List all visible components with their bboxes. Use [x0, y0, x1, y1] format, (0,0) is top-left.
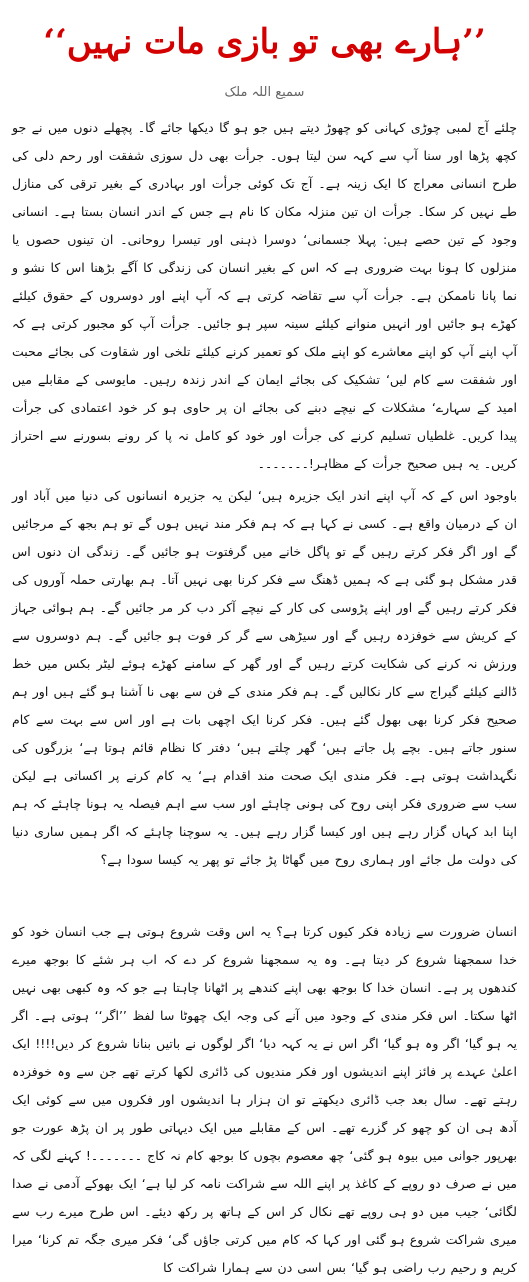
- author-byline: سمیع اللہ ملک: [224, 85, 305, 100]
- article-body: [12, 114, 518, 1275]
- article-paragraph: باوجود اس کے کہ آپ اپنے اندر ایک جزیرہ ہیں‘ لیکن یہ جزیرہ انسانوں کی دنیا میں آباد اور ان کے درمیان واقع ہے۔ کسی نے کہا ہے کہ ہم فکر مند نہیں ہوں گے تو ہم بجھ کے مرجائیں گے اور اگر فکر کرتے رہیں گے تو پاگل خانے میں گرفتوت ہو جائیں گے۔ زندگی ان دنوں اس قدر مشکل ہو گئی ہے کہ ہمیں ڈھنگ سے فکر کرنا بھی نہیں آتا۔ ہم بھارتی حملہ آوروں کی فکر کرتے رہیں گے اور اپنے پڑوسی کی کار کے نیچے آکر دب کر مر جائیں گے۔ ہم ہوائی جہاز کے کریش سے خوفزدہ رہیں گے اور سیڑھی سے گر کر فوت ہو جائیں گے۔ ہم دوسروں سے ورزش نہ کرنے کی شکایت کرتے رہیں گے اور گھر کے سامنے کھڑے ہوئے لیٹر بکس میں خط ڈالنے کیلئے گیراج سے کار نکالیں گے۔ ہم فکر مندی کے فن سے بھی نا آشنا ہو گئے ہیں اور ہم صحیح فکر کرنا بھی بھول گئے ہیں۔ فکر کرنا ایک اچھی بات ہے اور اس سے بہت سے کام سنور جاتے ہیں۔ بچے پل جاتے ہیں‘ گھر چلتے ہیں‘ دفتر کا نظام قائم ہوتا ہے‘ بزرگوں کی نگہداشت ہوتی ہے۔ فکر مندی ایک صحت مند اقدام ہے‘ یہ کام کرنے پر اکساتی ہے لیکن سب سے ضروری فکر اپنی روح کی ہونی چاہئے اور سب سے اہم فیصلہ یہ ہونا چاہئے کہ ہم اپنا ابد کہاں گزار رہے ہیں اور کیسا گزار رہے ہیں۔ یہ سوچنا چاہئے کہ اگر ہمیں ساری دنیا کی دولت مل جائے اور ہماری روح میں گھاٹا پڑ جائے تو پھر یہ کیسا سودا ہے؟: [12, 488, 518, 867]
- article-paragraph: چلئے آج لمبی چوڑی کہانی کو چھوڑ دیتے ہیں جو ہو گا دیکھا جائے گا۔ پچھلے دنوں میں نے جو کچھ پڑھا اور سنا آپ سے کہہ سن لیتا ہوں۔ جرأت بھی دل سوزی شفقت اور رحم دلی کی طرح انسانی معراج کا ایک زینہ ہے۔ آج تک کوئی جرأت اور بہادری کے بغیر ترقی کی منازل طے نہیں کر سکا۔ جرأت ان تین منزلہ مکان کا نام ہے جس کے اندر انسان بستا ہے۔ انسانی وجود کے تین حصے ہیں: پہلا جسمانی‘ دوسرا ذہنی اور تیسرا روحانی۔ ان تینوں حصوں یا منزلوں کا ہونا بہت ضروری ہے کہ اس کے بغیر انسان کی زندگی کا آگے بڑھنا اس کا نشو و نما پانا ناممکن ہے۔ جرأت آپ سے تقاضہ کرتی ہے کہ آپ اپنے اور دوسروں کے حقوق کیلئے کھڑے ہو جائیں اور انہیں منوانے کیلئے سینہ سپر ہو جائیں۔ جرأت آپ کو مجبور کرتی ہے کہ آپ اپنے آپ کو اپنے معاشرے کو اپنے ملک کو تعمیر کرنے کیلئے تلخی اور شقاوت کی بجائے محبت اور شفقت سے کام لیں‘ تشکیک کی بجائے ایمان کے اندر زندہ رہیں۔ مایوسی کے مقابلے میں امید کے سہارے‘ مشکلات کے نیچے دبنے کی بجائے ان پر حاوی ہو کر خود اعتمادی کی جرأت پیدا کریں۔ غلطیاں تسلیم کرنے کی جرأت اور خود کو کامل نہ پا کر رونے بسورنے سے احتراز کریں۔ یہ ہیں صحیح جرأت کے مظاہر!۔۔۔۔۔۔۔: [12, 120, 518, 471]
- article-title: ’’ہارے بھی تو بازی مات نہیں‘‘: [43, 21, 486, 62]
- article-paragraph: انسان ضرورت سے زیادہ فکر کیوں کرتا ہے؟ یہ اس وقت شروع ہوتی ہے جب انسان خود کو خدا سمجھنا شروع کر دیتا ہے۔ وہ یہ سمجھنا شروع کر دے کہ اب ہر شئے کا بوجھ میرے کندھوں پر ہے۔ انسان خدا کا بوجھ بھی اپنے کندھے پر اٹھانا چاہتا ہے جو کہ وہ کبھی بھی نہیں اٹھا سکتا۔ اس فکر مندی کے وجود میں آنے کی وجہ ایک چھوٹا سا لفظ ’’اگر‘‘ ہوتی ہے۔ اگر یہ ہو گیا‘ اگر وہ ہو گیا‘ اگر اس نے یہ کہہ دیا‘ اگر لوگوں نے باتیں بنانا شروع کر دیں!!!! ایک اعلیٰ عہدے پر فائز اپنے اندیشوں اور فکر مندیوں کی ڈائری لکھا کرتے تھے جن سے وہ خوفزدہ رہتے تھے۔ سال بعد جب ڈائری دیکھتے تو ان ہزار ہا اندیشوں اور فکروں میں سے کوئی ایک آدھ ہی ان کو چھو کر گزرے تھے۔ اس کے مقابلے میں ایک دیہاتی طور پر ان پڑھ عورت جو بھرپور جوانی میں بیوہ ہو گئی‘ چھ معصوم بچوں کا بوجھ کام نہ کاج ۔۔۔۔۔۔۔! کہنے لگی کہ میں نے صرف دو روپے کے کاغذ پر اپنے اللہ سے شراکت نامہ کر لیا ہے‘ ایک بھوکے آدمی نے صدا لگائی‘ جیب میں دو ہی روپے تھے نکال کر اس کے ہاتھ پر رکھ دیئے۔ اس طرح میرے رب سے میری شراکت شروع ہو گئی اور کہا کہ کام میں کرتی جاؤں گی‘ فکر میری جگہ تم کرنا‘ میرا کریم و رحیم رب راضی ہو گیا‘ بس اسی دن سے ہمارا شراکت کا: [12, 924, 517, 1275]
